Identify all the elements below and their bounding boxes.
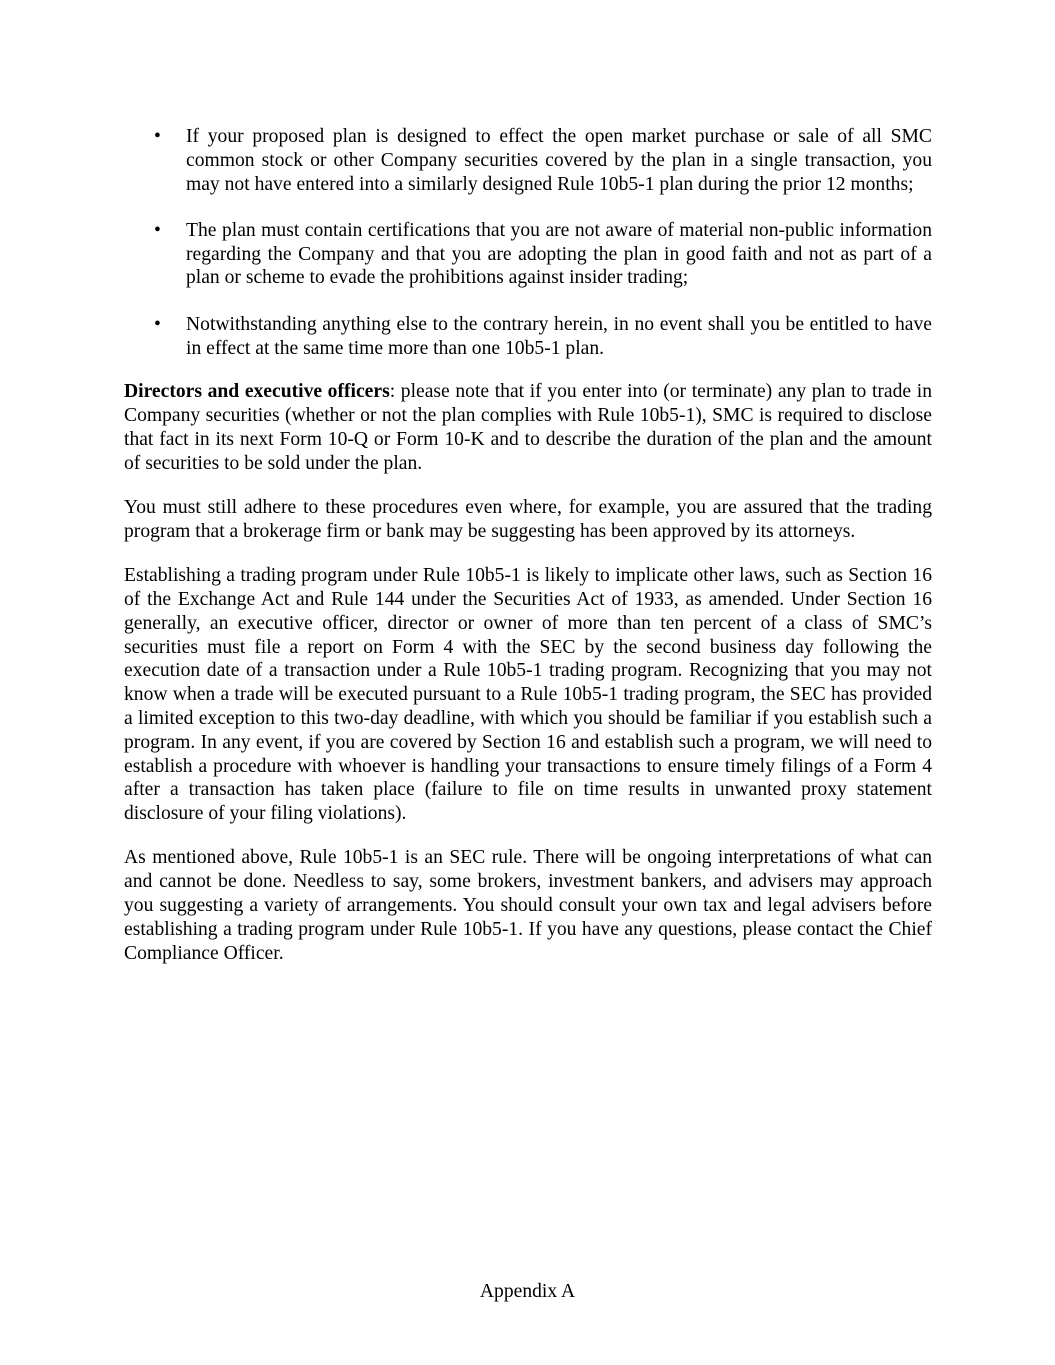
bullet-icon: • [154, 313, 161, 335]
document-page [124, 125, 932, 986]
list-item [124, 313, 932, 361]
directors-paragraph [124, 380, 932, 475]
bullet-text: If your proposed plan is designed to effect the open market purchase or sale of all SMC common stock or other Company securities covered by the plan in a single transaction, you may not have entered into a similarly designed Rule 10b5-1 plan during the prior 12 months; [186, 126, 932, 195]
list-item [124, 125, 932, 196]
procedures-paragraph: You must still adhere to these procedures even where, for example, you are assured that the trading program that a brokerage firm or bank may be suggesting has been approved by its attorneys. [124, 497, 932, 542]
directors-text: : please note that if you enter into (or terminate) any plan to trade in Company securities (whether or not the plan complies with Rule 10b5-1), SMC is required to disclose that fact in its next Form 10-Q or Form 10-K and to describe the duration of the plan and the amount of securities to be sold under the plan. [124, 381, 932, 474]
requirements-bullet-list [124, 125, 932, 360]
page-footer: Appendix A [479, 1281, 576, 1302]
closing-paragraph: As mentioned above, Rule 10b5-1 is an SEC rule. There will be ongoing interpretations of what can and cannot be done. Needless to say, some brokers, investment bankers, and advisers may approach you suggesting a variety of arrangements. You should consult your own tax and legal advisers before establishing a trading program under Rule 10b5-1. If you have any questions, please contact the Chief Compliance Officer. [124, 847, 932, 964]
list-item [124, 219, 932, 290]
bullet-text: The plan must contain certifications that you are not aware of material non-public information regarding the Company and that you are adopting the plan in good faith and not as part of a plan or scheme to evade the prohibitions against insider trading; [186, 219, 932, 289]
section16-paragraph: Establishing a trading program under Rule 10b5-1 is likely to implicate other laws, such as Section 16 of the Exchange Act and Rule 144 under the Securities Act of 1933, as amended. Under Section 16 generally, an executive officer, director or owner of more than ten percent of a class of SMC’s securities must file a report on Form 4 with the SEC by the second business day following the execution date of a transaction under a Rule 10b5-1 trading program. Recognizing that you may not know when a trade will be executed pursuant to a Rule 10b5-1 trading program, the SEC has provided a limited exception to this two-day deadline, with which you should be familiar if you establish such a program. In any event, if you are covered by Section 16 and establish such a program, we will need to establish a procedure with whoever is handling your transactions to ensure timely filings of a Form 4 after a transaction has taken place (failure to file on time results in unwanted proxy statement disclosure of your filing violations). [124, 565, 932, 825]
bullet-icon: • [154, 126, 161, 147]
bullet-text: Notwithstanding anything else to the contrary herein, in no event shall you be entitled to have in effect at the same time more than one 10b5-1 plan. [186, 313, 932, 359]
directors-heading: Directors and executive officers [124, 381, 390, 403]
bullet-icon: • [154, 219, 161, 241]
